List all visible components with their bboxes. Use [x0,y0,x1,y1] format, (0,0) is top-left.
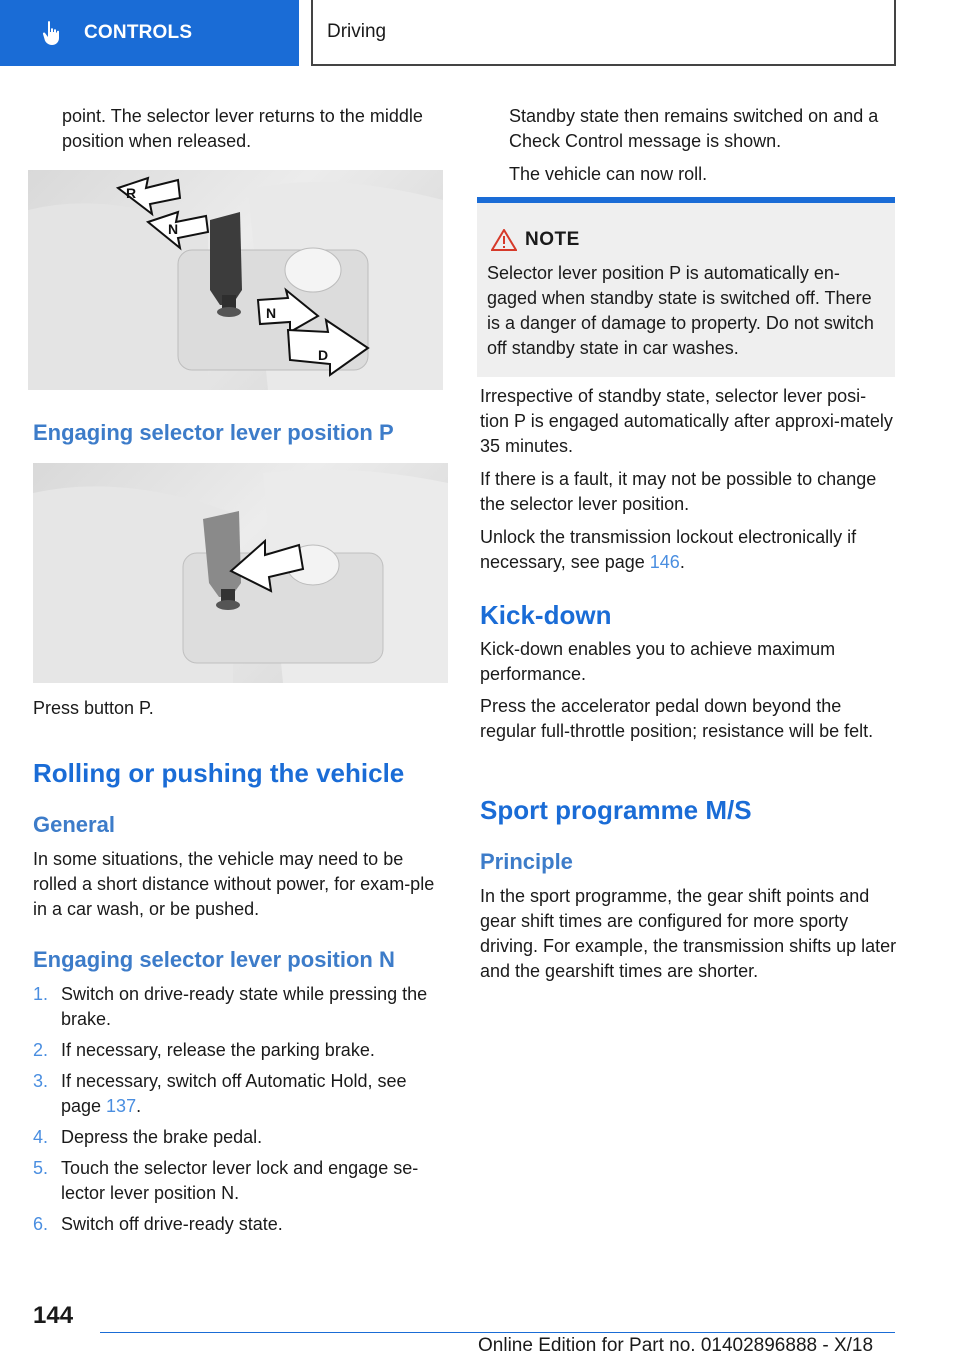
diagram-label-n2: N [266,305,277,321]
principle-text: In the sport programme, the gear shift points and gear shift times are configured for more sporty driving. For example, the transmission shifts up later and the gearshift times are shorter. [480,886,897,981]
header-tab-controls[interactable] [0,0,299,66]
heading-sport-programme: Sport programme M/S [480,795,752,825]
heading-engaging-n: Engaging selector lever position N [33,947,395,972]
list-item [33,1069,448,1119]
list-item [33,1038,448,1063]
step-text: Depress the brake pedal. [61,1127,263,1147]
note-text: Selector lever position P is automatically en-gaged when standby state is switched off. There is a danger of damage to property. Do not switch off standby state in car washes. [487,263,874,358]
footer-divider [100,1332,895,1333]
step-number: 2. [33,1040,49,1060]
diagram-label-r: R [126,185,137,201]
intro-text: point. The selector lever returns to the middle position when released. [62,106,423,151]
button-p-illustration [33,463,448,683]
standby-text: Standby state then remains switched on and a Check Control message is shown. [509,106,879,151]
note-title: NOTE [525,229,580,250]
step-number: 4. [33,1127,49,1147]
hand-pointer-icon [40,20,64,46]
step-text: Switch on drive-ready state while pressing the brake. [61,984,428,1029]
fault-text: If there is a fault, it may not be possible to change the selector lever position. [480,469,877,514]
press-button-text: Press button P. [33,698,154,718]
list-item [33,982,448,1032]
press-pedal-text: Press the accelerator pedal down beyond the regular full-throttle position; resistance will be felt. [480,696,874,741]
heading-kick-down: Kick-down [480,600,612,630]
heading-engaging-p: Engaging selector lever position P [33,420,394,445]
list-item [33,1212,448,1237]
heading-principle: Principle [480,849,573,874]
note-box [477,197,895,377]
button-p-image [33,463,448,683]
page-number: 144 [33,1302,74,1329]
list-item [33,1156,448,1206]
unlock-text-start: Unlock the transmission lockout electronically if necessary, see page [480,527,857,572]
heading-rolling-pushing: Rolling or pushing the vehicle [33,758,405,788]
kick-text: Kick-down enables you to achieve maximum performance. [480,639,836,684]
step-text: Touch the selector lever lock and engage se-lector lever position N. [61,1158,419,1203]
header-tab-label: CONTROLS [84,22,193,43]
warning-icon [491,229,517,251]
footer-edition: Online Edition for Part no. 01402896888 - X/18 [478,1335,874,1356]
header-section [311,0,896,66]
selector-lever-illustration [28,170,443,390]
list-item [33,1125,448,1150]
step-text: Switch off drive-ready state. [61,1214,283,1234]
step-number: 1. [33,984,49,1004]
step-text: If necessary, release the parking brake. [61,1040,375,1060]
diagram-label-n1: N [168,221,179,237]
step-number: 5. [33,1158,49,1178]
unlock-text [480,525,895,575]
step-text: If necessary, switch off Automatic Hold, see page [61,1071,407,1116]
step-text-end: . [136,1096,142,1116]
unlock-text-end: . [679,552,685,572]
step-number: 6. [33,1214,49,1234]
irrespective-text: Irrespective of standby state, selector lever posi-tion P is engaged automatically after approxi-mately 35 minutes. [480,386,893,456]
page-link-146[interactable]: 146 [649,552,680,572]
heading-general: General [33,812,115,837]
diagram-label-d: D [318,347,329,363]
header-section-label: Driving [327,21,387,42]
steps-list [33,982,448,1243]
roll-text: The vehicle can now roll. [509,164,708,184]
page-link-137[interactable]: 137 [106,1096,137,1116]
step-number: 3. [33,1071,49,1091]
selector-lever-diagram-image [28,170,443,390]
general-text: In some situations, the vehicle may need to be rolled a short distance without power, for exam-ple in a car wash, or be pushed. [33,849,435,919]
